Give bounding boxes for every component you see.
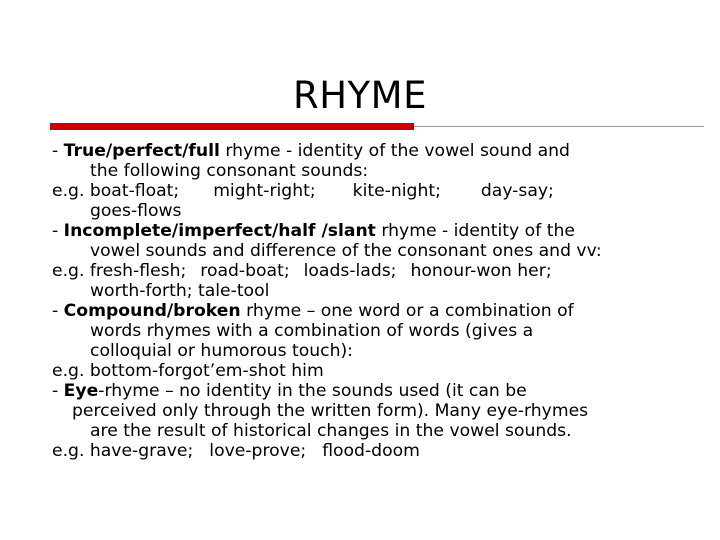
example-item: e.g. bottom-forgot’em-shot him [52,361,324,381]
true-rhyme-term: True/perfect/full [63,141,220,161]
true-rhyme-line-2 [52,161,712,181]
incomplete-rhyme-examples-cont [52,281,712,301]
compound-rhyme-line-1 [52,301,712,321]
slide-title [0,74,720,118]
example-item: flood-doom [322,441,420,461]
bullet-dash: - [52,381,64,401]
compound-rhyme-definition-cont: words rhymes with a combination of words (gives a [90,321,534,341]
compound-rhyme-line-3 [52,341,712,361]
compound-rhyme-line-2 [52,321,712,341]
true-rhyme-examples [52,181,712,201]
example-item: love-prove; [209,441,307,461]
eye-rhyme-term: Eye [63,381,99,401]
example-item: worth-forth; tale-tool [90,281,270,301]
compound-rhyme-definition: rhyme – one word or a combination of [240,301,574,321]
example-item: e.g. boat-float; [52,181,180,201]
eye-rhyme-line-2 [52,401,712,421]
true-rhyme-examples-cont [52,201,712,221]
example-item: e.g. have-grave; [52,441,194,461]
bullet-dash: - [52,301,64,321]
eye-rhyme-definition-cont: perceived only through the written form). Many eye-rhymes [72,401,589,421]
eye-rhyme-line-3 [52,421,712,441]
bullet-dash: - [52,141,64,161]
example-item: kite-night; [352,181,441,201]
bullet-dash: - [52,221,64,241]
slide-title-text: RHYME [293,74,427,117]
true-rhyme-definition: rhyme - identity of the vowel sound and [219,141,570,161]
title-underline-rule [414,126,704,127]
true-rhyme-definition-cont: the following consonant sounds: [90,161,369,181]
incomplete-rhyme-line-2 [52,241,712,261]
compound-rhyme-term: Compound/broken [63,301,241,321]
compound-rhyme-examples [52,361,712,381]
incomplete-rhyme-examples [52,261,712,281]
example-item: road-boat; [200,261,290,281]
example-item: day-say; [480,181,554,201]
eye-rhyme-examples [52,441,712,461]
slide-body [52,141,712,461]
incomplete-rhyme-definition-cont: vowel sounds and difference of the consonant ones and vv: [90,241,602,261]
example-item: might-right; [213,181,316,201]
compound-rhyme-definition-cont: colloquial or humorous touch): [90,341,353,361]
incomplete-rhyme-line-1 [52,221,712,241]
true-rhyme-line-1 [52,141,712,161]
title-underline-accent [50,123,414,130]
example-item: honour-won her; [410,261,552,281]
eye-rhyme-definition: -rhyme – no identity in the sounds used (it can be [98,381,527,401]
incomplete-rhyme-definition: rhyme - identity of the [375,221,575,241]
incomplete-rhyme-term: Incomplete/imperfect/half /slant [63,221,376,241]
example-item: e.g. fresh-flesh; [52,261,187,281]
eye-rhyme-definition-cont: are the result of historical changes in the vowel sounds. [90,421,572,441]
example-item: goes-flows [90,201,182,221]
example-item: loads-lads; [303,261,397,281]
eye-rhyme-line-1 [52,381,712,401]
